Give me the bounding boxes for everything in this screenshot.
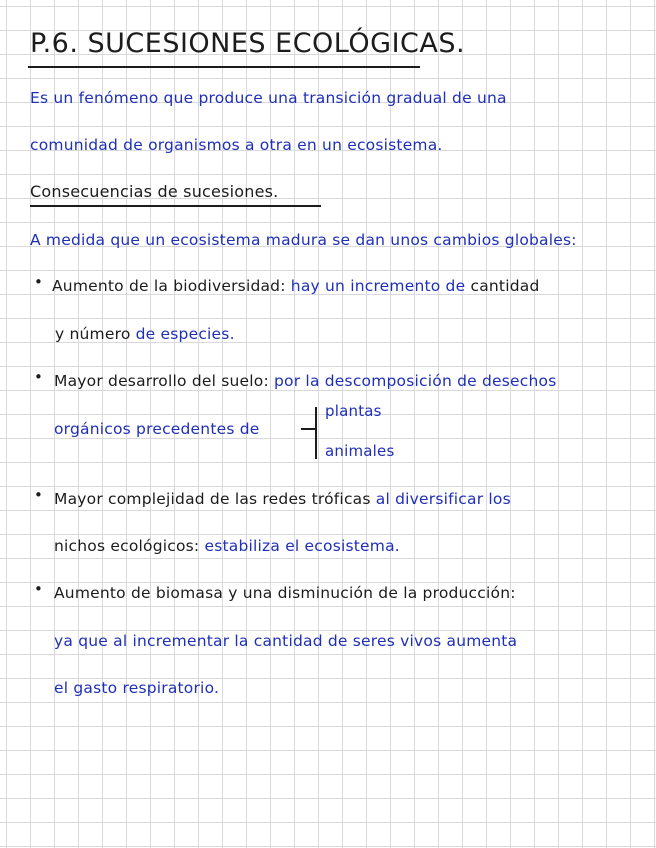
bullet-1-blue-2: de especies. <box>135 325 235 343</box>
bullet-1-head: Aumento de la biodiversidad: <box>52 277 286 295</box>
bullet-4-blue-1: ya que al incrementar la cantidad de seres vivos aumenta <box>54 632 518 650</box>
bullet-2-blue-1: por la descomposición de desechos <box>274 372 557 390</box>
subheading: Consecuencias de sucesiones. <box>30 182 279 201</box>
branch-animales: animales <box>325 442 395 460</box>
branch-plantas: plantas <box>325 402 382 420</box>
bullet-4-head: Aumento de biomasa y una disminución de la producción: <box>54 584 516 602</box>
branch-vertical <box>315 407 317 459</box>
bullet-1-marker: • <box>34 273 43 291</box>
bullet-2-blue-2: orgánicos precedentes de <box>54 420 260 438</box>
bullet-3-head: Mayor complejidad de las redes tróficas <box>54 490 371 508</box>
bullet-1-blue-1: hay un incremento de <box>290 277 466 295</box>
bullet-1-line-1 <box>52 277 540 295</box>
bullet-2-head: Mayor desarrollo del suelo: <box>54 372 269 390</box>
lead-sentence: A medida que un ecosistema madura se dan unos cambios globales: <box>30 231 577 249</box>
subheading-underline <box>30 205 321 207</box>
bullet-3-blue-2: estabiliza el ecosistema. <box>204 537 400 555</box>
intro-line-2: comunidad de organismos a otra en un ecosistema. <box>30 136 443 154</box>
bullet-4-blue-2: el gasto respiratorio. <box>54 679 220 697</box>
bullet-1-line-2 <box>55 325 235 343</box>
bullet-3-blue-1: al diversificar los <box>375 490 511 508</box>
bullet-1-black-1: cantidad <box>470 277 540 295</box>
bullet-3-line-1 <box>54 490 511 508</box>
intro-line-1: Es un fenómeno que produce una transición gradual de una <box>30 89 507 107</box>
bullet-1-black-2: y número <box>55 325 131 343</box>
title-underline <box>28 66 420 68</box>
bullet-2-line-1 <box>54 372 556 390</box>
page-title: P.6. SUCESIONES ECOLÓGICAS. <box>30 28 466 59</box>
bullet-3-marker: • <box>34 486 43 504</box>
bullet-2-marker: • <box>34 368 43 386</box>
branch-stem <box>301 428 315 430</box>
bullet-3-line-2 <box>54 537 400 555</box>
bullet-3-black-2: nichos ecológicos: <box>54 537 200 555</box>
bullet-4-marker: • <box>34 580 43 598</box>
